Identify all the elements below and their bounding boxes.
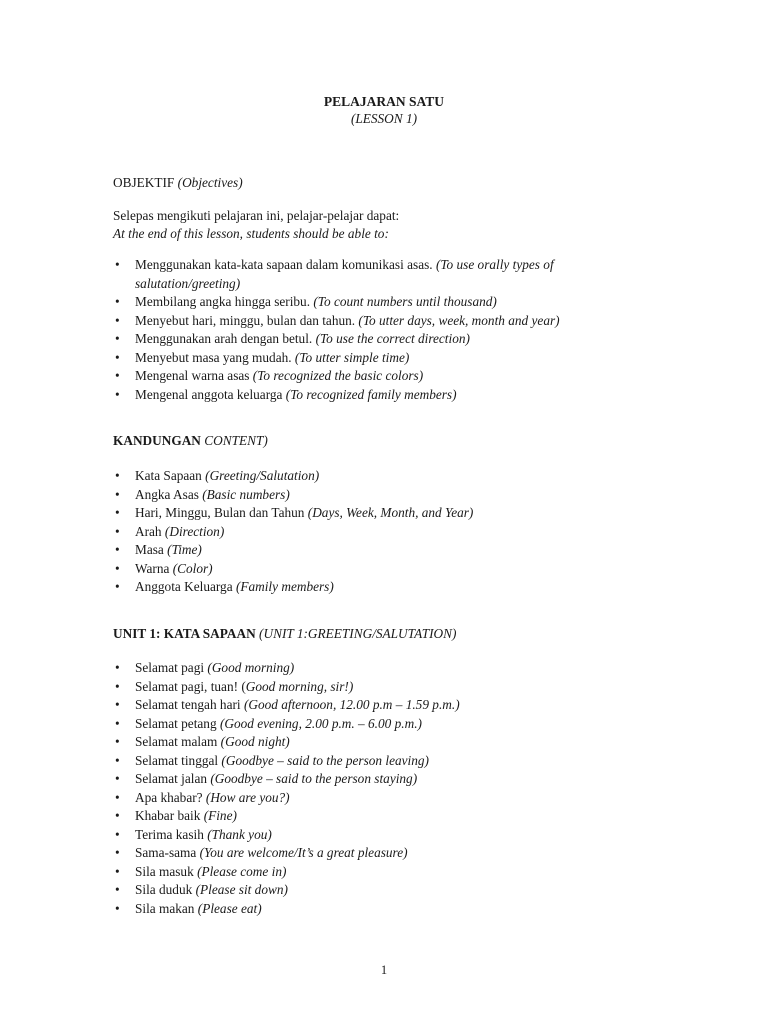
phrase-ms: Sila duduk — [135, 882, 193, 897]
bullet-icon: • — [115, 468, 120, 483]
list-item — [113, 715, 593, 734]
objective-ms: Menyebut hari, minggu, bulan dan tahun. — [135, 312, 356, 328]
content-ms: Hari, Minggu, Bulan dan Tahun — [135, 505, 305, 520]
list-item — [113, 467, 593, 486]
phrase-en: (Good morning) — [207, 660, 295, 675]
phrase-en: (Goodbye – said to the person leaving) — [221, 752, 429, 768]
phrase-en: (Good evening, 2.00 p.m. – 6.00 p.m.) — [219, 715, 422, 731]
list-item — [113, 770, 593, 789]
bullet-icon: • — [115, 523, 120, 539]
phrase-ms: Selamat pagi — [135, 660, 205, 675]
content-heading-ms: KANDUNGAN — [113, 433, 201, 448]
list-item — [113, 733, 593, 752]
phrase-en: (Please come in) — [197, 863, 287, 879]
bullet-icon: • — [115, 331, 120, 346]
page-number: 1 — [380, 963, 388, 977]
list-item — [113, 367, 593, 386]
bullet-icon: • — [115, 368, 120, 383]
list-item — [113, 330, 593, 349]
phrase-ms: Sama-sama — [135, 845, 197, 860]
bullet-icon: • — [115, 579, 120, 594]
objective-en: (To count numbers until thousand) — [313, 294, 497, 309]
objectives-intro-ms: Selepas mengikuti pelajaran ini, pelajar-pelajar dapat: — [113, 208, 400, 223]
objectives-intro-en: At the end of this lesson, students should be able to: — [113, 226, 389, 242]
phrase-ms: Apa khabar? — [135, 789, 203, 805]
list-item — [113, 659, 593, 678]
list-item — [113, 678, 593, 697]
objective-ms: Mengenal warna asas — [135, 368, 250, 383]
objective-ms: Mengenal anggota keluarga — [135, 386, 283, 402]
list-item — [113, 256, 593, 293]
list-item — [113, 696, 593, 715]
content-en: (Direction) — [164, 523, 225, 539]
list-item — [113, 863, 593, 882]
list-item — [113, 900, 593, 919]
objectives-heading-en: (Objectives) — [177, 175, 243, 190]
content-en: (Color) — [172, 560, 213, 576]
list-item — [113, 523, 593, 542]
objective-en: (To utter simple time) — [294, 349, 410, 365]
bullet-icon: • — [115, 900, 120, 916]
objective-en: (To recognized the basic colors) — [252, 368, 424, 383]
objectives-list — [113, 256, 593, 404]
unit1-heading — [113, 625, 456, 643]
content-en: (Time) — [167, 542, 202, 557]
bullet-icon: • — [115, 386, 120, 402]
objective-ms: Menggunakan arah dengan betul. — [135, 331, 313, 346]
content-en: (Family members) — [235, 579, 334, 594]
objective-ms: Menyebut masa yang mudah. — [135, 349, 292, 365]
phrase-ms: Sila masuk — [135, 863, 194, 879]
phrase-en: (Please sit down) — [195, 882, 288, 897]
phrase-en: (How are you?) — [205, 789, 290, 805]
objective-en: (To use orally types of salutation/greeting) — [135, 257, 554, 291]
list-item — [113, 560, 593, 579]
unit1-heading-en: (UNIT 1:GREETING/SALUTATION) — [259, 626, 457, 641]
page-subtitle: (LESSON 1) — [350, 111, 418, 126]
list-item — [113, 349, 593, 368]
content-list — [113, 467, 593, 597]
bullet-icon: • — [115, 845, 120, 860]
bullet-icon: • — [115, 882, 120, 897]
list-item — [113, 578, 593, 597]
content-ms: Warna — [135, 560, 170, 576]
list-item — [113, 541, 593, 560]
content-ms: Angka Asas — [135, 486, 199, 502]
phrase-en: (Goodbye – said to the person staying) — [210, 771, 418, 786]
list-item — [113, 504, 593, 523]
bullet-icon: • — [115, 312, 120, 328]
phrase-en: (Good afternoon, 12.00 p.m – 1.59 p.m.) — [243, 697, 460, 712]
content-en: (Days, Week, Month, and Year) — [307, 505, 474, 520]
phrase-ms: Selamat tengah hari — [135, 697, 241, 712]
phrase-ms: Selamat pagi, tuan! ( — [135, 678, 246, 694]
list-item — [113, 789, 593, 808]
phrase-en: (Thank you) — [207, 826, 272, 842]
list-item — [113, 881, 593, 900]
content-en: (Basic numbers) — [202, 486, 290, 502]
phrase-ms: Terima kasih — [135, 826, 204, 842]
list-item — [113, 807, 593, 826]
bullet-icon: • — [115, 697, 120, 712]
content-en: (Greeting/Salutation) — [205, 468, 320, 483]
bullet-icon: • — [115, 560, 120, 576]
bullet-icon: • — [115, 826, 120, 842]
objectives-heading-ms: OBJEKTIF — [113, 175, 175, 190]
objective-ms: Menggunakan kata-kata sapaan dalam komunikasi asas. — [135, 257, 433, 272]
list-item — [113, 486, 593, 505]
content-ms: Arah — [135, 523, 162, 539]
bullet-icon: • — [115, 715, 120, 731]
list-item — [113, 386, 593, 405]
content-heading-en: CONTENT) — [204, 433, 268, 448]
bullet-icon: • — [115, 505, 120, 520]
bullet-icon: • — [115, 789, 120, 805]
phrase-en: (Good night) — [220, 734, 290, 749]
phrase-ms: Selamat jalan — [135, 771, 207, 786]
bullet-icon: • — [115, 808, 120, 823]
phrase-ms: Sila makan — [135, 900, 195, 916]
phrase-ms: Selamat malam — [135, 734, 218, 749]
phrase-en: (Fine) — [203, 808, 237, 823]
objective-ms: Membilang angka hingga seribu. — [135, 294, 311, 309]
list-item — [113, 312, 593, 331]
objective-en: (To use the correct direction) — [315, 331, 470, 346]
content-ms: Kata Sapaan — [135, 468, 202, 483]
bullet-icon: • — [115, 349, 120, 365]
content-heading — [113, 432, 268, 450]
page-title: PELAJARAN SATU — [323, 94, 445, 109]
objective-en: (To recognized family members) — [285, 386, 457, 402]
bullet-icon: • — [115, 660, 120, 675]
bullet-icon: • — [115, 863, 120, 879]
bullet-icon: • — [115, 771, 120, 786]
list-item — [113, 844, 593, 863]
bullet-icon: • — [115, 752, 120, 768]
objectives-intro — [113, 207, 593, 243]
list-item — [113, 293, 593, 312]
bullet-icon: • — [115, 294, 120, 309]
objectives-heading — [113, 174, 243, 192]
unit1-heading-ms: UNIT 1: KATA SAPAAN — [113, 626, 256, 641]
phrase-ms: Selamat petang — [135, 715, 217, 731]
content-ms: Masa — [135, 542, 164, 557]
phrase-ms: Selamat tinggal — [135, 752, 219, 768]
bullet-icon: • — [115, 257, 120, 272]
phrase-en: (Please eat) — [197, 900, 262, 916]
objective-en: (To utter days, week, month and year) — [358, 312, 560, 328]
bullet-icon: • — [115, 486, 120, 502]
bullet-icon: • — [115, 678, 120, 694]
phrase-en: Good morning, sir!) — [245, 678, 354, 694]
list-item — [113, 752, 593, 771]
list-item — [113, 826, 593, 845]
bullet-icon: • — [115, 734, 120, 749]
phrase-en: (You are welcome/It’s a great pleasure) — [199, 845, 408, 860]
unit1-list — [113, 659, 593, 918]
phrase-ms: Khabar baik — [135, 808, 201, 823]
content-ms: Anggota Keluarga — [135, 579, 233, 594]
bullet-icon: • — [115, 542, 120, 557]
